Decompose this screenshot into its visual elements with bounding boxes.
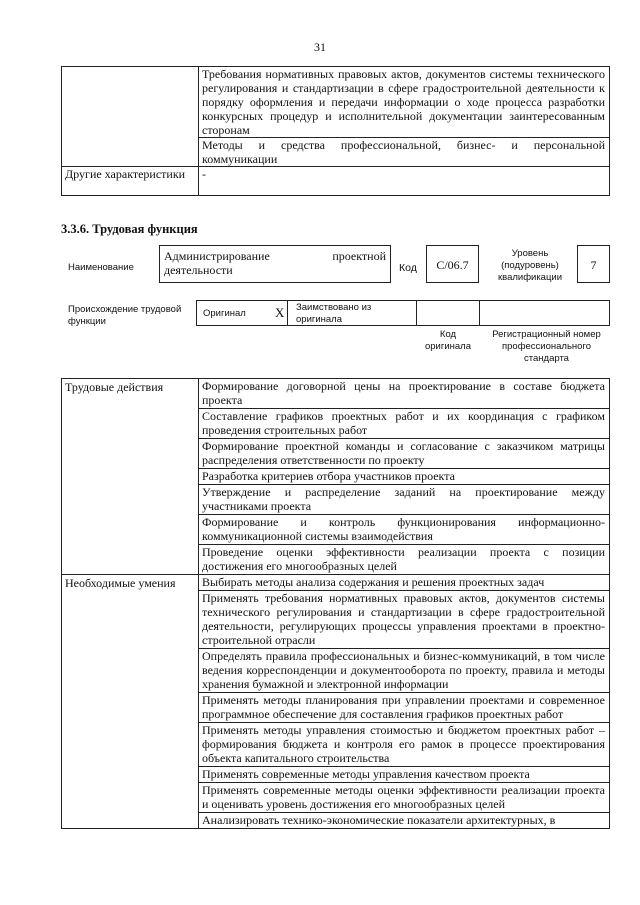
function-code-box (426, 245, 479, 283)
code-caption: Код оригинала (424, 329, 471, 352)
skill-item: Анализировать технико-экономические показатели архитектурных, в (199, 813, 610, 829)
action-item: Разработка критериев отбора участников проекта (199, 469, 610, 485)
skill-item: Применять методы планирования при управлении проектами и современное программное обеспечение для составления графиков проектных работ (199, 693, 610, 723)
borrowed-label: Заимствовано из оригинала (296, 302, 372, 325)
skill-item: Выбирать методы анализа содержания и решения проектных задач (199, 575, 610, 591)
page-number: 31 (314, 40, 326, 54)
action-item: Формирование договорной цены на проектирование в составе бюджета проекта (199, 379, 610, 409)
function-code-value: C/06.7 (436, 258, 469, 272)
origin-label: Происхождение трудовой функции (68, 304, 182, 327)
level-label: Уровень (подуровень) квалификации (497, 248, 563, 283)
level-box (577, 245, 610, 283)
action-item: Утверждение и распределение заданий на проектирование между участниками проекта (199, 485, 610, 515)
group-label-skills: Необходимые умения (62, 575, 199, 829)
other-value: - (199, 167, 610, 196)
skill-item: Применять современные методы оценки эффективности реализации проекта и оценивать уровень достижения его многообразных целей (199, 783, 610, 813)
knowledge-item: Требования нормативных правовых актов, документов системы технического регулирования и стандартизации в сфере градостроительной деятельности к порядку оформления и передачи информации о ходе процесса разработки конкурсных процедур и исполнительной документации заинтересованным сторонам (199, 67, 610, 138)
original-label: Оригинал (203, 308, 246, 319)
original-mark: X (275, 305, 285, 320)
skill-item: Определять правила профессиональных и бизнес-коммуникаций, в том числе ведения корреспонденции и документооборота по проекту, правила и методы хранения бумажной и электронной информации (199, 649, 610, 693)
skill-item: Применять требования нормативных правовых актов, документов системы технического регулирования и стандартизации в сфере градостроительной деятельности, регулирующих процессы управления проектами в проектно-строительной отрасли (199, 591, 610, 649)
skill-item: Применять методы управления стоимостью и бюджетом проектных работ – формирования бюджета и контроля его рамок в процессе проектирования объекта капитального строительства (199, 723, 610, 767)
skill-item: Применять современные методы управления качеством проекта (199, 767, 610, 783)
reg-caption: Регистрационный номер профессионального стандарта (492, 329, 601, 364)
action-item: Формирование проектной команды и согласование с заказчиком матрицы распределения ответственности по проекту (199, 439, 610, 469)
origin-code-box (416, 300, 480, 326)
section-title: 3.3.6. Трудовая функция (61, 222, 198, 236)
action-item: Проведение оценки эффективности реализации проекта с позиции достижения его многообразных целей (199, 545, 610, 575)
original-box (196, 300, 288, 326)
action-item: Составление графиков проектных работ и их координация с графиком проведения строительных работ (199, 409, 610, 439)
code-label: Код (399, 262, 417, 274)
row-label-other: Другие характеристики (62, 167, 199, 196)
action-item: Формирование и контроль функционирования информационно-коммуникационной системы взаимодействия (199, 515, 610, 545)
previous-function-table (61, 66, 610, 196)
borrowed-box (287, 300, 417, 326)
level-value: 7 (590, 258, 597, 272)
function-details-table (61, 378, 610, 829)
row-label-empty (62, 67, 199, 167)
knowledge-item: Методы и средства профессиональной, бизнес- и персональной коммуникации (199, 138, 610, 167)
group-label-actions: Трудовые действия (62, 379, 199, 575)
function-name-value: Администрирование проектной деятельности (164, 249, 386, 277)
reg-number-box (479, 300, 610, 326)
name-label: Наименование (68, 262, 134, 273)
function-name-box (159, 245, 391, 283)
